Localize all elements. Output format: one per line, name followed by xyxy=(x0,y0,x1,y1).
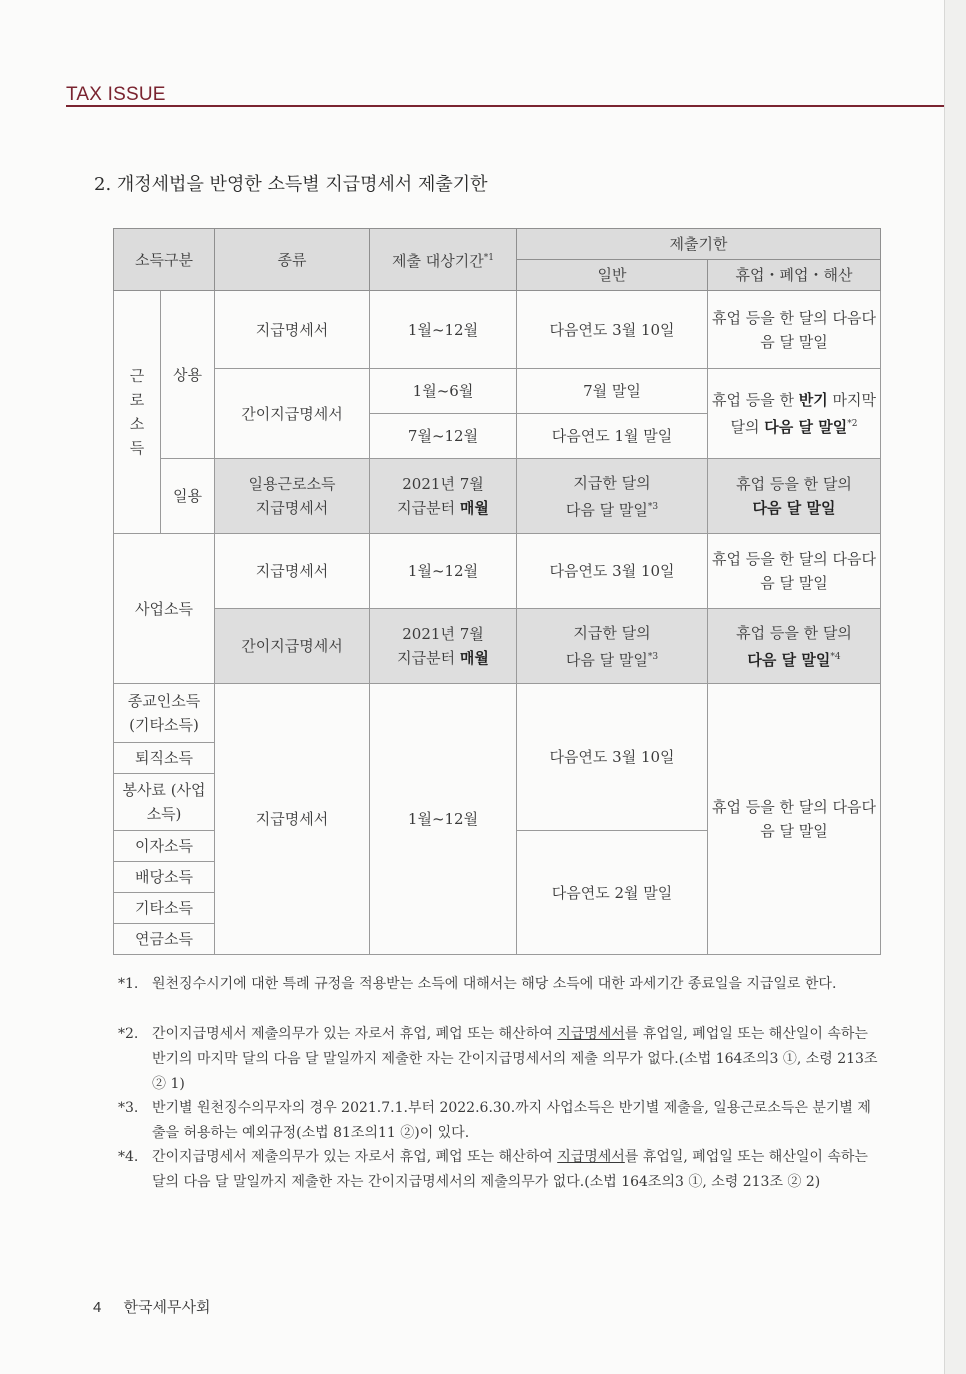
header-income-type: 소득구분 xyxy=(114,229,215,291)
regular-simple-period-h2: 7월~12월 xyxy=(370,414,517,459)
others-general-a: 다음연도 3월 10일 xyxy=(517,684,708,831)
page-footer xyxy=(93,1296,210,1317)
header-rule xyxy=(66,105,944,107)
page-edge xyxy=(944,0,966,1374)
regular-simple-general-h2: 다음연도 1월 말일 xyxy=(517,414,708,459)
business-kind: 지급명세서 xyxy=(215,534,370,609)
business-general: 다음연도 3월 10일 xyxy=(517,534,708,609)
publisher-name: 한국세무사회 xyxy=(123,1299,211,1316)
regular-label: 상용 xyxy=(161,291,215,459)
header-period: 제출 대상기간$^{*1}$ xyxy=(370,229,517,291)
labor-income-label: 근 로 소 득 xyxy=(114,291,161,534)
regular-general: 다음연도 3월 10일 xyxy=(517,291,708,369)
regular-period: 1월~12월 xyxy=(370,291,517,369)
religious-income-label: 종교인소득 (기타소득) xyxy=(114,684,215,743)
page-number: 4 xyxy=(93,1299,102,1316)
section-header: TAX ISSUE xyxy=(66,84,166,105)
business-simple-period: 2021년 7월 지급분터 매월 xyxy=(370,609,517,684)
business-simple-kind: 간이지급명세서 xyxy=(215,609,370,684)
business-closure: 휴업 등을 한 달의 다음다음 달 말일 xyxy=(708,534,881,609)
header-kind: 종류 xyxy=(215,229,370,291)
daily-period: 2021년 7월 지급분터 매월 xyxy=(370,459,517,534)
regular-kind: 지급명세서 xyxy=(215,291,370,369)
retirement-income-label: 퇴직소득 xyxy=(114,743,215,774)
header-general: 일반 xyxy=(517,260,708,291)
footnote-4: *4. 간이지급명세서 제출의무가 있는 자로서 휴업, 폐업 또는 해산하여 지급명세서를 휴업일, 폐업일 또는 해산일이 속하는 달의 다음 달 말일까지 제출한 자는 간이지급명세서의 제출의무가 없다.(소법 164조의3 ①, 소령 213조 ② 2) xyxy=(118,1149,868,1190)
footnote-2: *2. 간이지급명세서 제출의무가 있는 자로서 휴업, 폐업 또는 해산하여 지급명세서를 휴업일, 폐업일 또는 해산일이 속하는 반기의 마지막 달의 다음 달 말일까지 제출한 자는 간이지급명세서의 제출 의무가 없다.(소법 164조의3 ①, 소령 213조 ② 1) xyxy=(118,1026,878,1092)
others-kind: 지급명세서 xyxy=(215,684,370,955)
business-simple-closure: 휴업 등을 한 달의 다음 달 말일$^{*4}$ xyxy=(708,609,881,684)
deadline-table xyxy=(113,228,881,955)
regular-closure: 휴업 등을 한 달의 다음다음 달 말일 xyxy=(708,291,881,369)
others-closure: 휴업 등을 한 달의 다음다음 달 말일 xyxy=(708,684,881,955)
daily-general: 지급한 달의 다음 달 말일$^{*3}$ xyxy=(517,459,708,534)
daily-label: 일용 xyxy=(161,459,215,534)
business-period: 1월~12월 xyxy=(370,534,517,609)
footnote-3: *3. 반기별 원천징수의무자의 경우 2021.7.1.부터 2022.6.30.까지 사업소득은 반기별 제출을, 일용근로소득은 분기별 제출을 허용하는 예외규정(소법 81조의11 ②)이 있다. xyxy=(118,1100,871,1141)
daily-closure: 휴업 등을 한 달의 다음 달 말일 xyxy=(708,459,881,534)
regular-simple-general-h1: 7월 말일 xyxy=(517,369,708,414)
regular-simple-kind: 간이지급명세서 xyxy=(215,369,370,459)
others-period: 1월~12월 xyxy=(370,684,517,955)
section-title: 2. 개정세법을 반영한 소득별 지급명세서 제출기한 xyxy=(94,174,488,195)
dividend-income-label: 배당소득 xyxy=(114,862,215,893)
regular-simple-period-h1: 1월~6월 xyxy=(370,369,517,414)
daily-kind: 일용근로소득 지급명세서 xyxy=(215,459,370,534)
header-closure: 휴업・폐업・해산 xyxy=(708,260,881,291)
service-fee-label: 봉사료 (사업소득) xyxy=(114,774,215,831)
other-income-label: 기타소득 xyxy=(114,893,215,924)
pension-income-label: 연금소득 xyxy=(114,924,215,955)
footnote-1: *1. 원천징수시기에 대한 특례 규정을 적용받는 소득에 대해서는 해당 소득에 대한 과세기간 종료일을 지급일로 한다. xyxy=(118,976,837,992)
others-general-b: 다음연도 2월 말일 xyxy=(517,831,708,955)
regular-simple-closure: 휴업 등을 한 반기 마지막 달의 다음 달 말일$^{*2}$ xyxy=(708,369,881,459)
business-simple-general: 지급한 달의 다음 달 말일$^{*3}$ xyxy=(517,609,708,684)
interest-income-label: 이자소득 xyxy=(114,831,215,862)
business-income-label: 사업소득 xyxy=(114,534,215,684)
header-deadline: 제출기한 xyxy=(517,229,881,260)
